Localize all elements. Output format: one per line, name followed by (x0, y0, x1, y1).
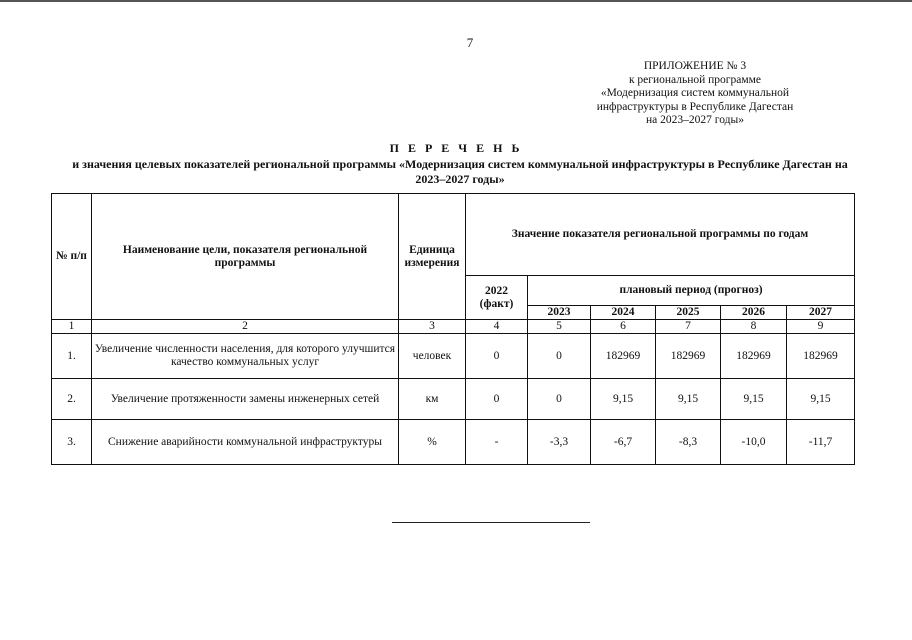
header-year: 2024 (591, 306, 656, 320)
header-num: № п/п (52, 194, 92, 320)
header-year: 2025 (656, 306, 721, 320)
document-subtitle: и значения целевых показателей региональной программы «Модернизация систем коммунальной инфраструктуры в Республике Дагестан на 2023–2027 годы» (72, 157, 848, 186)
document-title: П Е Р Е Ч Е Н Ь (389, 141, 523, 155)
row-value: 0 (466, 334, 528, 379)
row-value: 0 (528, 334, 591, 379)
appendix-line-3: «Модернизация систем коммунальной (600, 87, 790, 99)
row-value: 182969 (787, 334, 855, 379)
header-fact: 2022 (факт) (466, 276, 528, 320)
appendix-line-4: инфраструктуры в Республике Дагестан (596, 100, 794, 113)
row-unit: км (399, 379, 466, 420)
column-number: 5 (528, 320, 591, 334)
row-value: 182969 (721, 334, 787, 379)
column-number: 9 (787, 320, 855, 334)
bottom-separator-line (392, 522, 590, 523)
row-name: Снижение аварийности коммунальной инфраструктуры (92, 420, 399, 465)
column-number: 3 (399, 320, 466, 334)
column-number: 2 (92, 320, 399, 334)
column-number: 6 (591, 320, 656, 334)
row-value: 9,15 (787, 379, 855, 420)
row-value: -8,3 (656, 420, 721, 465)
row-value: 9,15 (591, 379, 656, 420)
appendix-line-2: к региональной программе (628, 73, 762, 86)
table-row (52, 379, 855, 420)
table-row (52, 334, 855, 379)
row-value: -11,7 (787, 420, 855, 465)
row-number: 3. (52, 420, 92, 465)
column-number: 4 (466, 320, 528, 334)
header-year: 2026 (721, 306, 787, 320)
column-number: 7 (656, 320, 721, 334)
row-value: 182969 (591, 334, 656, 379)
header-year: 2027 (787, 306, 855, 320)
row-value: 9,15 (656, 379, 721, 420)
row-value: -3,3 (528, 420, 591, 465)
header-planned: плановый период (прогноз) (528, 276, 855, 306)
row-name: Увеличение протяженности замены инженерных сетей (92, 379, 399, 420)
header-values: Значение показателя региональной программы по годам (466, 194, 855, 276)
row-value: 182969 (656, 334, 721, 379)
row-unit: человек (399, 334, 466, 379)
appendix-block (570, 60, 820, 128)
column-number: 8 (721, 320, 787, 334)
row-value: -6,7 (591, 420, 656, 465)
header-name: Наименование цели, показателя региональной программы (92, 194, 399, 320)
indicators-table (51, 193, 855, 465)
row-value: 0 (466, 379, 528, 420)
table-row (52, 420, 855, 465)
row-value: - (466, 420, 528, 465)
row-unit: % (399, 420, 466, 465)
appendix-line-1: ПРИЛОЖЕНИЕ № 3 (643, 60, 747, 72)
row-number: 1. (52, 334, 92, 379)
header-year: 2023 (528, 306, 591, 320)
row-number: 2. (52, 379, 92, 420)
appendix-line-5: на 2023–2027 годы» (646, 114, 744, 126)
page-number: 7 (466, 35, 474, 50)
header-unit: Единица измерения (399, 194, 466, 320)
row-name: Увеличение численности населения, для которого улучшится качество коммунальных услуг (92, 334, 399, 379)
row-value: 0 (528, 379, 591, 420)
row-value: -10,0 (721, 420, 787, 465)
row-value: 9,15 (721, 379, 787, 420)
top-edge-rule (0, 0, 912, 2)
column-number: 1 (52, 320, 92, 334)
